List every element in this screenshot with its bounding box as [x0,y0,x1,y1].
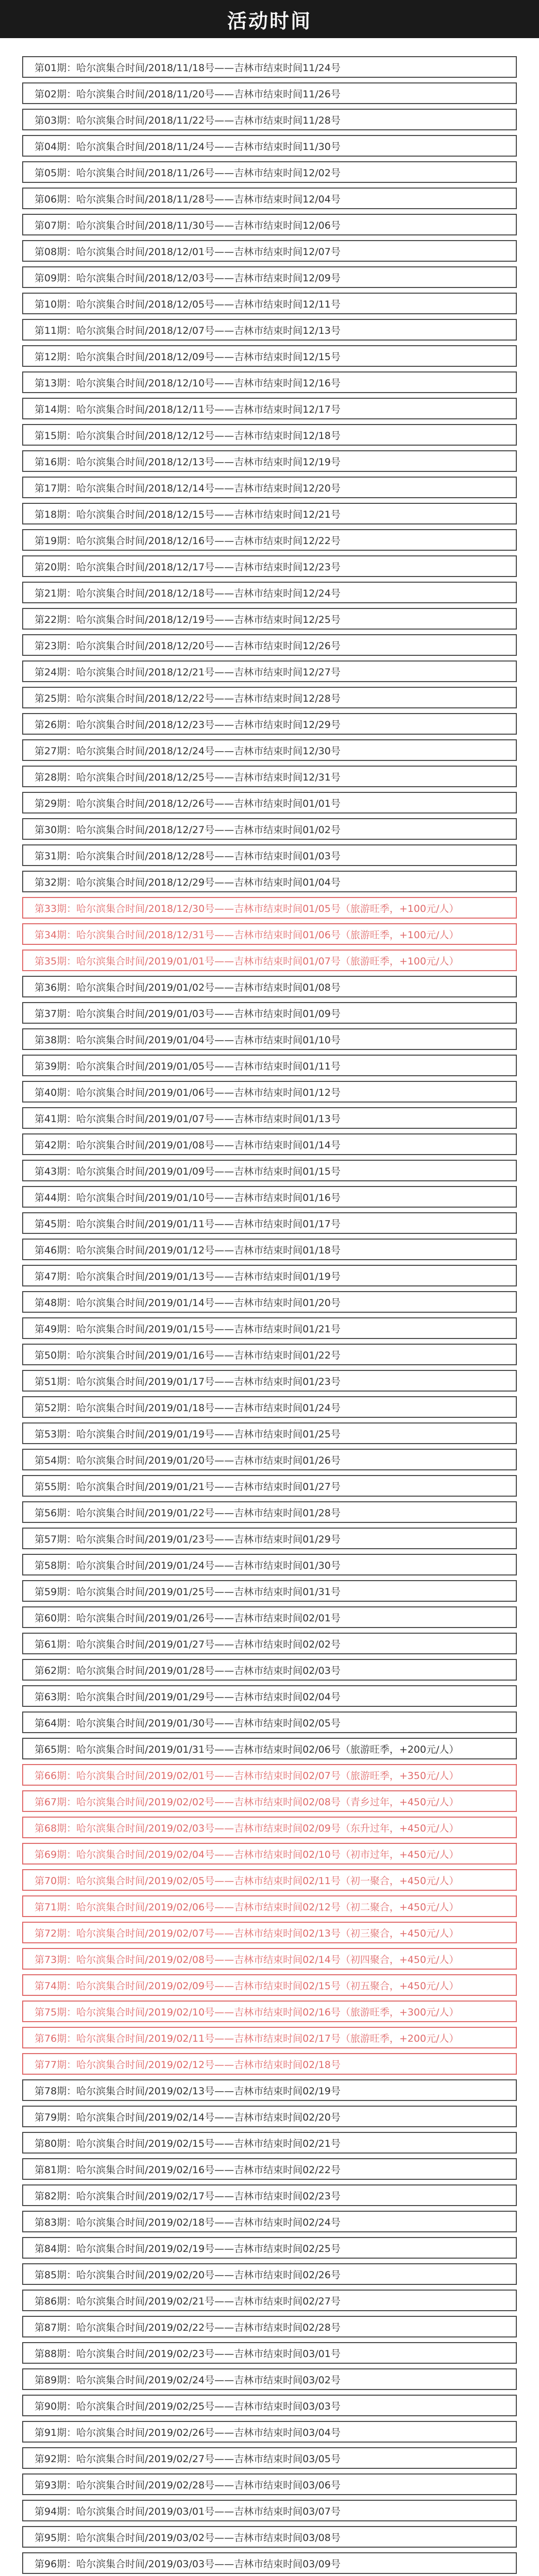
schedule-row: 第20期：哈尔滨集合时间/2018/12/17号——吉林市结束时间12/23号 [22,555,517,577]
schedule-row: 第36期：哈尔滨集合时间/2019/01/02号——吉林市结束时间01/08号 [22,976,517,997]
schedule-row: 第04期：哈尔滨集合时间/2018/11/24号——吉林市结束时间11/30号 [22,135,517,157]
schedule-row: 第92期：哈尔滨集合时间/2019/02/27号——吉林市结束时间03/05号 [22,2447,517,2469]
schedule-row: 第50期：哈尔滨集合时间/2019/01/16号——吉林市结束时间01/22号 [22,1344,517,1365]
schedule-row: 第45期：哈尔滨集合时间/2019/01/11号——吉林市结束时间01/17号 [22,1212,517,1234]
schedule-row-highlight: 第74期：哈尔滨集合时间/2019/02/09号——吉林市结束时间02/15号（初五聚合，+450元/人） [22,1974,517,1996]
schedule-row: 第51期：哈尔滨集合时间/2019/01/17号——吉林市结束时间01/23号 [22,1370,517,1392]
schedule-row: 第09期：哈尔滨集合时间/2018/12/03号——吉林市结束时间12/09号 [22,266,517,288]
schedule-row-highlight: 第33期：哈尔滨集合时间/2018/12/30号——吉林市结束时间01/05号（旅游旺季，+100元/人） [22,897,517,919]
schedule-row: 第40期：哈尔滨集合时间/2019/01/06号——吉林市结束时间01/12号 [22,1081,517,1103]
schedule-row: 第96期：哈尔滨集合时间/2019/03/03号——吉林市结束时间03/09号 [22,2552,517,2574]
schedule-row: 第43期：哈尔滨集合时间/2019/01/09号——吉林市结束时间01/15号 [22,1160,517,1181]
schedule-row-highlight: 第77期：哈尔滨集合时间/2019/02/12号——吉林市结束时间02/18号 [22,2053,517,2075]
schedule-row: 第06期：哈尔滨集合时间/2018/11/28号——吉林市结束时间12/04号 [22,188,517,209]
schedule-row: 第07期：哈尔滨集合时间/2018/11/30号——吉林市结束时间12/06号 [22,214,517,235]
schedule-row: 第63期：哈尔滨集合时间/2019/01/29号——吉林市结束时间02/04号 [22,1685,517,1707]
schedule-row-highlight: 第69期：哈尔滨集合时间/2019/02/04号——吉林市结束时间02/10号（初市过年，+450元/人） [22,1843,517,1865]
schedule-row: 第22期：哈尔滨集合时间/2018/12/19号——吉林市结束时间12/25号 [22,608,517,630]
schedule-row: 第41期：哈尔滨集合时间/2019/01/07号——吉林市结束时间01/13号 [22,1107,517,1129]
schedule-row: 第14期：哈尔滨集合时间/2018/12/11号——吉林市结束时间12/17号 [22,398,517,419]
schedule-row: 第93期：哈尔滨集合时间/2019/02/28号——吉林市结束时间03/06号 [22,2473,517,2495]
schedule-row-highlight: 第75期：哈尔滨集合时间/2019/02/10号——吉林市结束时间02/16号（旅游旺季，+300元/人） [22,2001,517,2022]
schedule-row-highlight: 第73期：哈尔滨集合时间/2019/02/08号——吉林市结束时间02/14号（初四聚合，+450元/人） [22,1948,517,1970]
schedule-row: 第83期：哈尔滨集合时间/2019/02/18号——吉林市结束时间02/24号 [22,2211,517,2232]
schedule-row-highlight: 第76期：哈尔滨集合时间/2019/02/11号——吉林市结束时间02/17号（旅游旺季，+200元/人） [22,2027,517,2048]
schedule-row: 第10期：哈尔滨集合时间/2018/12/05号——吉林市结束时间12/11号 [22,293,517,314]
schedule-row: 第12期：哈尔滨集合时间/2018/12/09号——吉林市结束时间12/15号 [22,345,517,367]
schedule-row: 第26期：哈尔滨集合时间/2018/12/23号——吉林市结束时间12/29号 [22,713,517,735]
schedule-row: 第32期：哈尔滨集合时间/2018/12/29号——吉林市结束时间01/04号 [22,871,517,892]
schedule-row-highlight: 第35期：哈尔滨集合时间/2019/01/01号——吉林市结束时间01/07号（旅游旺季，+100元/人） [22,950,517,971]
schedule-row: 第08期：哈尔滨集合时间/2018/12/01号——吉林市结束时间12/07号 [22,240,517,262]
schedule-row-highlight: 第66期：哈尔滨集合时间/2019/02/01号——吉林市结束时间02/07号（旅游旺季，+350元/人） [22,1764,517,1786]
schedule-row: 第86期：哈尔滨集合时间/2019/02/21号——吉林市结束时间02/27号 [22,2290,517,2311]
schedule-row: 第17期：哈尔滨集合时间/2018/12/14号——吉林市结束时间12/20号 [22,477,517,498]
schedule-row: 第89期：哈尔滨集合时间/2019/02/24号——吉林市结束时间03/02号 [22,2368,517,2390]
schedule-row: 第48期：哈尔滨集合时间/2019/01/14号——吉林市结束时间01/20号 [22,1291,517,1313]
schedule-row-highlight: 第68期：哈尔滨集合时间/2019/02/03号——吉林市结束时间02/09号（东升过年，+450元/人） [22,1817,517,1838]
schedule-row: 第57期：哈尔滨集合时间/2019/01/23号——吉林市结束时间01/29号 [22,1528,517,1549]
schedule-row: 第88期：哈尔滨集合时间/2019/02/23号——吉林市结束时间03/01号 [22,2342,517,2364]
schedule-row: 第52期：哈尔滨集合时间/2019/01/18号——吉林市结束时间01/24号 [22,1396,517,1418]
schedule-row: 第81期：哈尔滨集合时间/2019/02/16号——吉林市结束时间02/22号 [22,2158,517,2180]
schedule-row: 第03期：哈尔滨集合时间/2018/11/22号——吉林市结束时间11/28号 [22,109,517,130]
schedule-row: 第21期：哈尔滨集合时间/2018/12/18号——吉林市结束时间12/24号 [22,582,517,603]
schedule-row: 第95期：哈尔滨集合时间/2019/03/02号——吉林市结束时间03/08号 [22,2526,517,2548]
schedule-row: 第28期：哈尔滨集合时间/2018/12/25号——吉林市结束时间12/31号 [22,766,517,787]
schedule-row-highlight: 第34期：哈尔滨集合时间/2018/12/31号——吉林市结束时间01/06号（旅游旺季，+100元/人） [22,923,517,945]
schedule-row: 第60期：哈尔滨集合时间/2019/01/26号——吉林市结束时间02/01号 [22,1606,517,1628]
schedule-row: 第58期：哈尔滨集合时间/2019/01/24号——吉林市结束时间01/30号 [22,1554,517,1575]
schedule-row: 第23期：哈尔滨集合时间/2018/12/20号——吉林市结束时间12/26号 [22,634,517,656]
schedule-row: 第90期：哈尔滨集合时间/2019/02/25号——吉林市结束时间03/03号 [22,2395,517,2416]
schedule-row: 第16期：哈尔滨集合时间/2018/12/13号——吉林市结束时间12/19号 [22,450,517,472]
schedule-row: 第02期：哈尔滨集合时间/2018/11/20号——吉林市结束时间11/26号 [22,82,517,104]
schedule-row: 第55期：哈尔滨集合时间/2019/01/21号——吉林市结束时间01/27号 [22,1475,517,1497]
schedule-row: 第79期：哈尔滨集合时间/2019/02/14号——吉林市结束时间02/20号 [22,2106,517,2127]
page-title: 活动时间 [227,9,312,32]
schedule-row-highlight: 第71期：哈尔滨集合时间/2019/02/06号——吉林市结束时间02/12号（初二聚合，+450元/人） [22,1895,517,1917]
header-bar [0,0,539,38]
schedule-row-highlight: 第70期：哈尔滨集合时间/2019/02/05号——吉林市结束时间02/11号（初一聚合，+450元/人） [22,1869,517,1891]
schedule-row: 第82期：哈尔滨集合时间/2019/02/17号——吉林市结束时间02/23号 [22,2184,517,2206]
schedule-row: 第24期：哈尔滨集合时间/2018/12/21号——吉林市结束时间12/27号 [22,660,517,682]
schedule-row-highlight: 第67期：哈尔滨集合时间/2019/02/02号——吉林市结束时间02/08号（青乡过年，+450元/人） [22,1790,517,1812]
schedule-row: 第94期：哈尔滨集合时间/2019/03/01号——吉林市结束时间03/07号 [22,2500,517,2521]
schedule-row: 第30期：哈尔滨集合时间/2018/12/27号——吉林市结束时间01/02号 [22,818,517,840]
schedule-row: 第61期：哈尔滨集合时间/2019/01/27号——吉林市结束时间02/02号 [22,1633,517,1654]
schedule-row: 第49期：哈尔滨集合时间/2019/01/15号——吉林市结束时间01/21号 [22,1317,517,1339]
schedule-row: 第37期：哈尔滨集合时间/2019/01/03号——吉林市结束时间01/09号 [22,1002,517,1024]
schedule-row: 第62期：哈尔滨集合时间/2019/01/28号——吉林市结束时间02/03号 [22,1659,517,1681]
schedule-row: 第18期：哈尔滨集合时间/2018/12/15号——吉林市结束时间12/21号 [22,503,517,524]
schedule-row-highlight: 第72期：哈尔滨集合时间/2019/02/07号——吉林市结束时间02/13号（初三聚合，+450元/人） [22,1922,517,1943]
schedule-row: 第80期：哈尔滨集合时间/2019/02/15号——吉林市结束时间02/21号 [22,2132,517,2154]
schedule-row: 第39期：哈尔滨集合时间/2019/01/05号——吉林市结束时间01/11号 [22,1055,517,1076]
schedule-row: 第46期：哈尔滨集合时间/2019/01/12号——吉林市结束时间01/18号 [22,1239,517,1260]
schedule-row: 第87期：哈尔滨集合时间/2019/02/22号——吉林市结束时间02/28号 [22,2316,517,2337]
schedule-row: 第44期：哈尔滨集合时间/2019/01/10号——吉林市结束时间01/16号 [22,1186,517,1208]
schedule-row: 第84期：哈尔滨集合时间/2019/02/19号——吉林市结束时间02/25号 [22,2237,517,2259]
schedule-row: 第91期：哈尔滨集合时间/2019/02/26号——吉林市结束时间03/04号 [22,2421,517,2443]
schedule-row: 第19期：哈尔滨集合时间/2018/12/16号——吉林市结束时间12/22号 [22,529,517,551]
schedule-row: 第13期：哈尔滨集合时间/2018/12/10号——吉林市结束时间12/16号 [22,371,517,393]
schedule-row: 第31期：哈尔滨集合时间/2018/12/28号——吉林市结束时间01/03号 [22,844,517,866]
schedule-row: 第15期：哈尔滨集合时间/2018/12/12号——吉林市结束时间12/18号 [22,424,517,446]
schedule-row: 第65期：哈尔滨集合时间/2019/01/31号——吉林市结束时间02/06号（旅游旺季，+200元/人） [22,1738,517,1759]
schedule-row: 第27期：哈尔滨集合时间/2018/12/24号——吉林市结束时间12/30号 [22,739,517,761]
schedule-row: 第64期：哈尔滨集合时间/2019/01/30号——吉林市结束时间02/05号 [22,1711,517,1733]
schedule-row: 第56期：哈尔滨集合时间/2019/01/22号——吉林市结束时间01/28号 [22,1501,517,1523]
schedule-row: 第01期：哈尔滨集合时间/2018/11/18号——吉林市结束时间11/24号 [22,56,517,78]
schedule-row: 第78期：哈尔滨集合时间/2019/02/13号——吉林市结束时间02/19号 [22,2079,517,2101]
schedule-row: 第25期：哈尔滨集合时间/2018/12/22号——吉林市结束时间12/28号 [22,687,517,708]
schedule-row: 第05期：哈尔滨集合时间/2018/11/26号——吉林市结束时间12/02号 [22,161,517,183]
schedule-row: 第38期：哈尔滨集合时间/2019/01/04号——吉林市结束时间01/10号 [22,1028,517,1050]
schedule-row: 第29期：哈尔滨集合时间/2018/12/26号——吉林市结束时间01/01号 [22,792,517,814]
schedule-row: 第85期：哈尔滨集合时间/2019/02/20号——吉林市结束时间02/26号 [22,2263,517,2285]
schedule-row: 第54期：哈尔滨集合时间/2019/01/20号——吉林市结束时间01/26号 [22,1449,517,1470]
schedule-row: 第53期：哈尔滨集合时间/2019/01/19号——吉林市结束时间01/25号 [22,1422,517,1444]
schedule-row: 第59期：哈尔滨集合时间/2019/01/25号——吉林市结束时间01/31号 [22,1580,517,1602]
schedule-row: 第42期：哈尔滨集合时间/2019/01/08号——吉林市结束时间01/14号 [22,1133,517,1155]
schedule-row: 第47期：哈尔滨集合时间/2019/01/13号——吉林市结束时间01/19号 [22,1265,517,1286]
schedule-row: 第11期：哈尔滨集合时间/2018/12/07号——吉林市结束时间12/13号 [22,319,517,341]
schedule-list [22,56,517,2576]
